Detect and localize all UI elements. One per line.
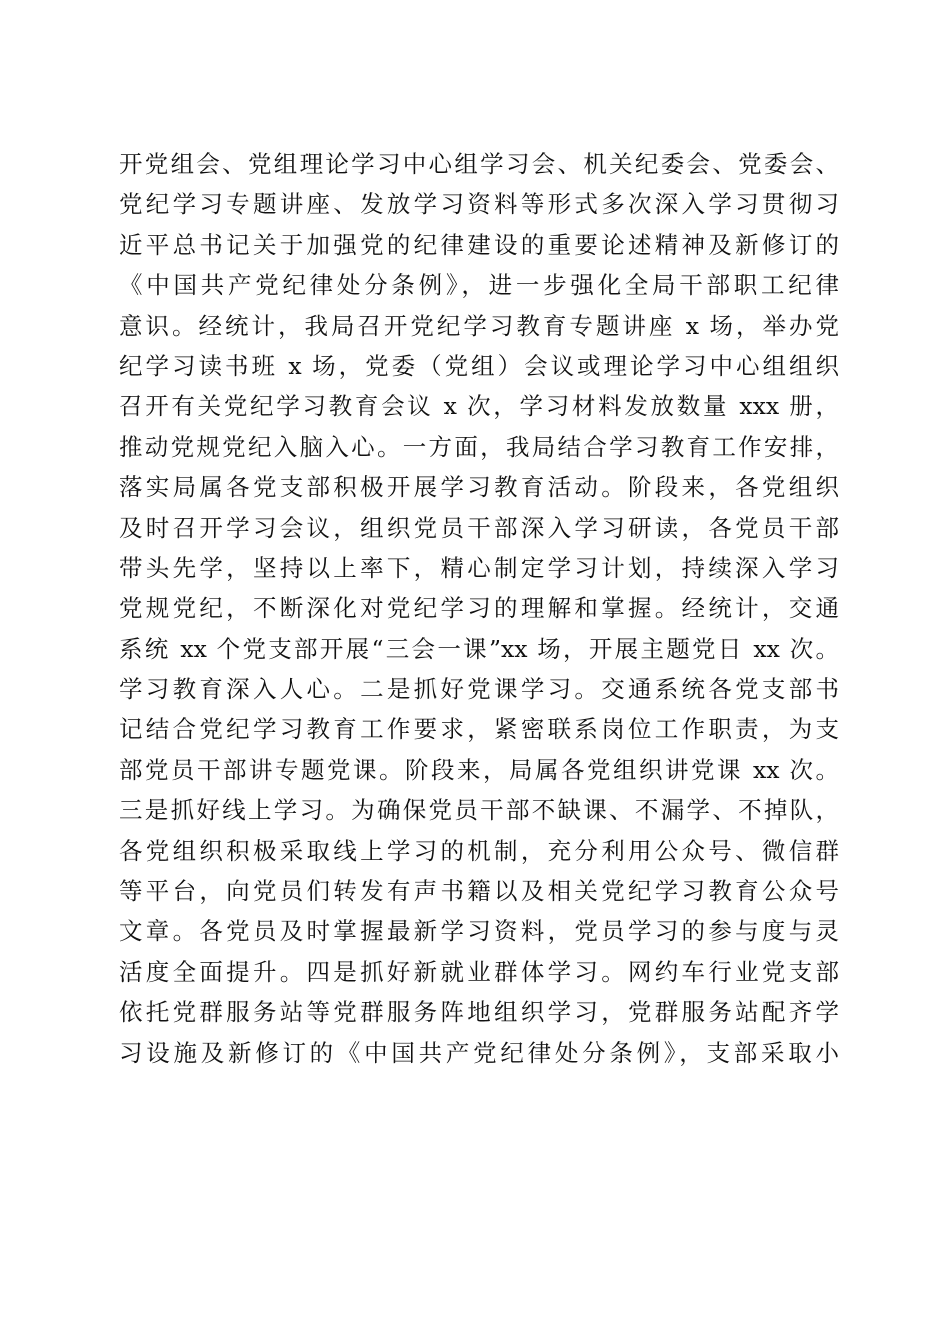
text-line: 习设施及新修订的《中国共产党纪律处分条例》，支部采取小 xyxy=(119,1038,839,1067)
body-text xyxy=(119,144,839,1073)
text-line: 记结合党纪学习教育工作要求，紧密联系岗位工作职责，为支 xyxy=(119,715,839,744)
text-line: 依托党群服务站等党群服务阵地组织学习，党群服务站配齐学 xyxy=(119,998,839,1027)
text-line: 党纪学习专题讲座、发放学习资料等形式多次深入学习贯彻习 xyxy=(119,190,839,219)
text-line: 及时召开学习会议，组织党员干部深入学习研读，各党员干部 xyxy=(119,513,839,542)
text-line: 活度全面提升。四是抓好新就业群体学习。网约车行业党支部 xyxy=(119,957,839,986)
text-line: 等平台，向党员们转发有声书籍以及相关党纪学习教育公众号 xyxy=(119,877,839,906)
text-line: 各党组织积极采取线上学习的机制，充分利用公众号、微信群 xyxy=(119,836,839,865)
text-line: 部党员干部讲专题党课。阶段来，局属各党组织讲党课 xx 次。 xyxy=(119,755,839,784)
text-line: 文章。各党员及时掌握最新学习资料，党员学习的参与度与灵 xyxy=(119,917,839,946)
text-line: 意识。经统计，我局召开党纪学习教育专题讲座 x 场，举办党 xyxy=(119,311,839,340)
text-line: 系统 xx 个党支部开展“三会一课”xx 场，开展主题党日 xx 次。 xyxy=(119,634,839,663)
text-line: 带头先学，坚持以上率下，精心制定学习计划，持续深入学习 xyxy=(119,553,839,582)
text-line: 推动党规党纪入脑入心。一方面，我局结合学习教育工作安排， xyxy=(119,432,839,461)
text-line: 学习教育深入人心。二是抓好党课学习。交通系统各党支部书 xyxy=(119,675,839,704)
text-line: 纪学习读书班 x 场，党委（党组）会议或理论学习中心组组织 xyxy=(119,351,839,380)
text-line: 《中国共产党纪律处分条例》，进一步强化全局干部职工纪律 xyxy=(119,271,839,300)
text-line: 落实局属各党支部积极开展学习教育活动。阶段来，各党组织 xyxy=(119,473,839,502)
text-line: 近平总书记关于加强党的纪律建设的重要论述精神及新修订的 xyxy=(119,230,839,259)
text-line: 三是抓好线上学习。为确保党员干部不缺课、不漏学、不掉队， xyxy=(119,796,839,825)
text-line: 开党组会、党组理论学习中心组学习会、机关纪委会、党委会、 xyxy=(119,150,839,178)
text-line: 党规党纪，不断深化对党纪学习的理解和掌握。经统计，交通 xyxy=(119,594,839,623)
text-line: 召开有关党纪学习教育会议 x 次，学习材料发放数量 xxx 册， xyxy=(119,392,839,421)
